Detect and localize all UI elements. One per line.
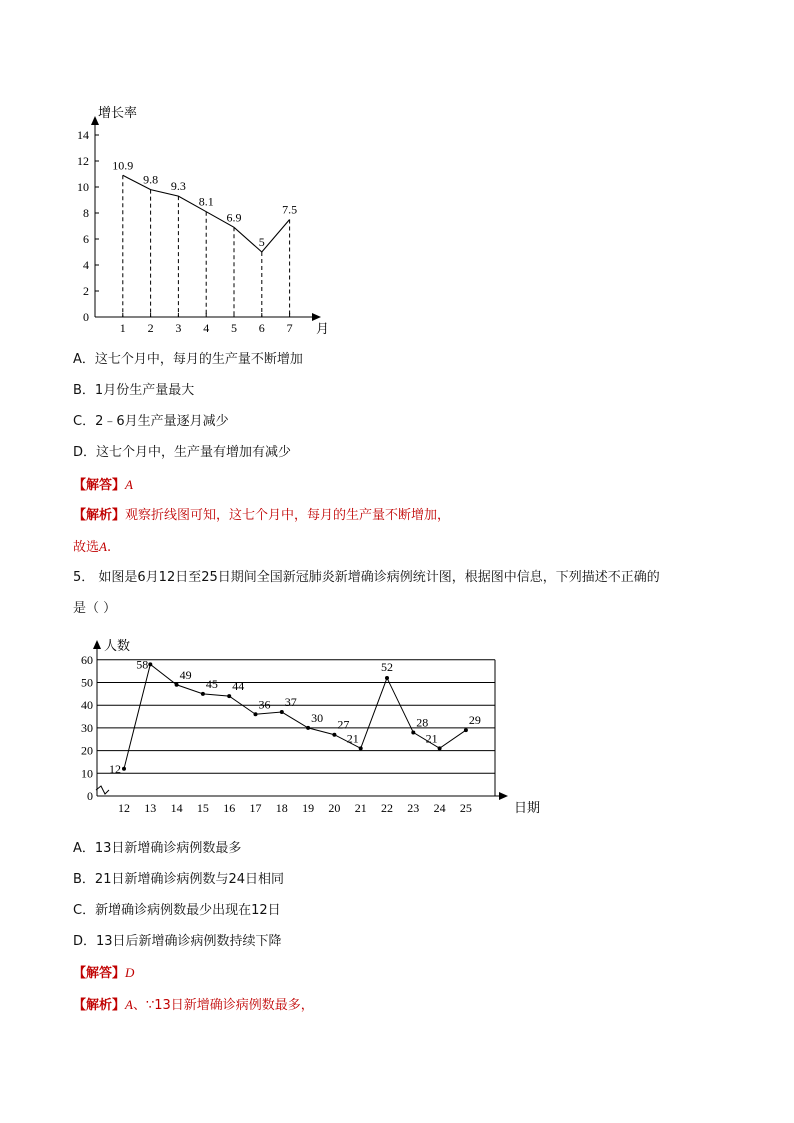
data-point bbox=[201, 692, 205, 696]
x-tick-label: 24 bbox=[433, 801, 446, 815]
data-label: 12 bbox=[109, 761, 121, 776]
conclusion-suffix: . bbox=[106, 540, 112, 555]
data-label: 9.8 bbox=[143, 172, 159, 187]
conclusion-answer: A bbox=[99, 539, 107, 554]
x-axis-arrow bbox=[499, 792, 508, 800]
x-tick-label: 18 bbox=[275, 801, 288, 815]
y-tick-label: 6 bbox=[83, 232, 89, 246]
y-tick-label: 14 bbox=[77, 128, 89, 142]
x-tick-label: 1 bbox=[119, 321, 126, 335]
q4-conclusion bbox=[73, 538, 111, 557]
q5-option-a: A．13日新增确诊病例数最多 bbox=[73, 841, 242, 856]
x-tick-label: 25 bbox=[459, 801, 472, 815]
y-axis-label: 增长率 bbox=[98, 105, 138, 120]
q5-option-b: B．21日新增确诊病例数与24日相同 bbox=[73, 872, 285, 887]
data-label: 27 bbox=[337, 717, 350, 732]
q5-stem-line1: 5． 如图是6月12日至25日期间全国新冠肺炎新增确诊病例统计图，根据图中信息，下列描述不正确的 bbox=[73, 570, 660, 585]
x-tick-label: 15 bbox=[196, 801, 209, 815]
new-cases-line-chart bbox=[0, 630, 794, 825]
data-label: 52 bbox=[381, 659, 393, 674]
y-axis-arrow bbox=[93, 640, 101, 649]
data-point bbox=[306, 726, 310, 730]
data-point bbox=[385, 676, 389, 680]
analysis-label: 【解析】 bbox=[73, 508, 126, 523]
data-point bbox=[175, 683, 179, 687]
y-tick-label: 50 bbox=[81, 675, 93, 690]
x-tick-label: 2 bbox=[147, 321, 154, 335]
q4-option-d: D．这七个月中，生产量有增加有减少 bbox=[73, 445, 292, 460]
x-axis-arrow bbox=[312, 313, 321, 321]
data-point bbox=[254, 712, 258, 716]
analysis-text: 、∵13日新增确诊病例数最多， bbox=[132, 998, 314, 1013]
data-label: 8.1 bbox=[198, 194, 214, 209]
data-label: 30 bbox=[311, 710, 324, 725]
y-tick-label: 0 bbox=[83, 310, 89, 324]
x-tick-label: 12 bbox=[118, 801, 130, 815]
data-label: 21 bbox=[425, 731, 438, 746]
y-tick-label: 10 bbox=[77, 180, 89, 194]
analysis-prefix: A bbox=[125, 997, 133, 1012]
q5-option-c: C．新增确诊病例数最少出现在12日 bbox=[73, 903, 281, 918]
y-tick-label: 4 bbox=[83, 258, 89, 272]
x-tick-label: 14 bbox=[170, 801, 183, 815]
answer-value: D bbox=[125, 965, 135, 980]
x-tick-label: 4 bbox=[203, 321, 210, 335]
analysis-text: 观察折线图可知，这七个月中，每月的生产量不断增加， bbox=[125, 508, 451, 523]
data-label: 28 bbox=[416, 715, 429, 730]
data-label: 21 bbox=[346, 731, 359, 746]
data-label: 29 bbox=[468, 713, 481, 728]
y-tick-label: 2 bbox=[83, 284, 89, 298]
data-point bbox=[464, 728, 468, 732]
data-point bbox=[280, 710, 284, 714]
answer-label: 【解答】 bbox=[73, 478, 126, 493]
data-label: 10.9 bbox=[112, 158, 134, 173]
data-label: 37 bbox=[284, 695, 297, 710]
x-axis-label: 月 bbox=[316, 321, 330, 336]
series-line bbox=[124, 664, 466, 768]
x-tick-label: 13 bbox=[144, 801, 157, 815]
q5-stem-line2: 是（ ） bbox=[73, 601, 117, 616]
data-label: 49 bbox=[179, 667, 192, 682]
y-tick-label: 0 bbox=[87, 789, 93, 803]
x-tick-label: 20 bbox=[328, 801, 341, 815]
data-label: 44 bbox=[232, 679, 245, 694]
y-tick-label: 60 bbox=[81, 652, 93, 667]
q4-option-a: A．这七个月中，每月的生产量不断增加 bbox=[73, 352, 303, 367]
data-label: 58 bbox=[136, 657, 149, 672]
data-point bbox=[148, 662, 152, 666]
data-label: 5 bbox=[258, 235, 265, 249]
x-tick-label: 3 bbox=[175, 321, 182, 335]
data-point bbox=[411, 730, 415, 734]
data-point bbox=[359, 746, 363, 750]
x-tick-label: 17 bbox=[249, 801, 262, 815]
x-axis-label: 日期 bbox=[514, 800, 541, 815]
y-tick-label: 10 bbox=[81, 766, 93, 781]
data-point bbox=[227, 694, 231, 698]
data-label: 9.3 bbox=[170, 179, 186, 194]
growth-rate-line-chart bbox=[0, 0, 794, 345]
q4-analysis bbox=[73, 507, 450, 525]
x-tick-label: 6 bbox=[258, 321, 265, 335]
data-label: 7.5 bbox=[282, 202, 298, 217]
q4-option-b: B．1月份生产量最大 bbox=[73, 383, 195, 398]
y-axis-label: 人数 bbox=[104, 638, 131, 653]
axis-break bbox=[96, 786, 109, 794]
y-tick-label: 40 bbox=[81, 698, 93, 713]
x-tick-label: 16 bbox=[223, 801, 236, 815]
answer-value: A bbox=[125, 477, 133, 492]
conclusion-prefix: 故选 bbox=[73, 540, 100, 555]
q5-option-d: D．13日后新增确诊病例数持续下降 bbox=[73, 934, 282, 949]
q5-answer bbox=[73, 964, 134, 983]
data-point bbox=[332, 733, 336, 737]
analysis-label: 【解析】 bbox=[73, 998, 126, 1013]
x-tick-label: 22 bbox=[381, 801, 393, 815]
q5-analysis bbox=[73, 996, 314, 1015]
y-tick-label: 8 bbox=[83, 206, 89, 220]
q4-answer bbox=[73, 476, 133, 495]
x-tick-label: 7 bbox=[286, 321, 293, 335]
x-tick-label: 5 bbox=[231, 321, 237, 335]
answer-label: 【解答】 bbox=[73, 966, 126, 981]
data-label: 36 bbox=[258, 697, 271, 712]
y-tick-label: 12 bbox=[77, 154, 89, 168]
x-tick-label: 21 bbox=[354, 801, 367, 815]
q4-option-c: C．2﹣6月生产量逐月减少 bbox=[73, 414, 229, 429]
data-point bbox=[438, 746, 442, 750]
y-tick-label: 30 bbox=[81, 720, 93, 735]
x-tick-label: 23 bbox=[407, 801, 420, 815]
data-point bbox=[122, 767, 126, 771]
x-tick-label: 19 bbox=[302, 801, 315, 815]
data-label: 6.9 bbox=[226, 210, 242, 225]
data-label: 45 bbox=[205, 676, 218, 691]
y-tick-label: 20 bbox=[81, 743, 93, 758]
